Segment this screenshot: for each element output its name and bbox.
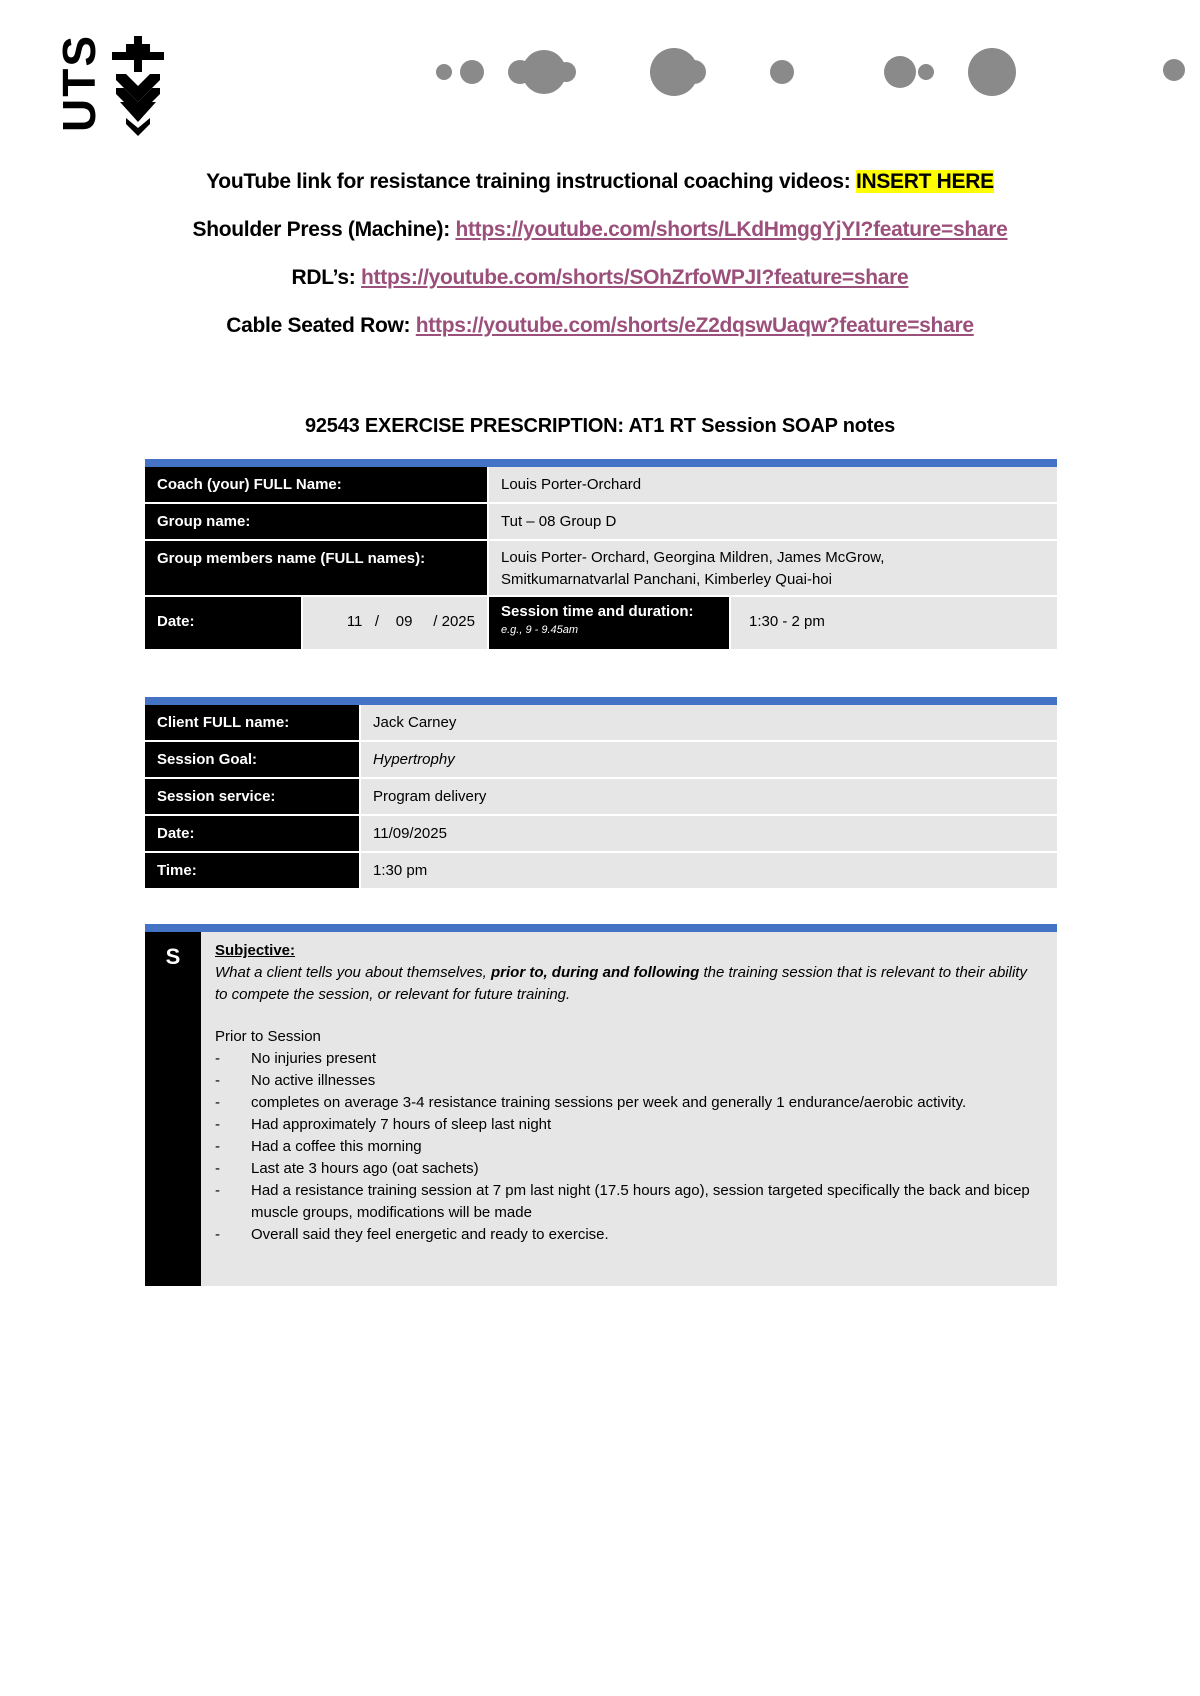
session-label-cell [487,597,729,649]
link-label: RDL’s: [291,266,356,289]
table-row [145,853,1057,888]
video-links-section [0,170,1200,362]
session-hint: e.g., 9 - 9.45am [501,624,579,636]
session-label: Session time and duration: [501,603,694,620]
link-label: Shoulder Press (Machine): [192,218,450,241]
group-label: Group name: [145,504,487,539]
intro-label: YouTube link for resistance training instructional coaching videos: [206,170,851,193]
decorative-dots [430,46,1190,102]
insert-here-highlight: INSERT HERE [855,170,994,193]
subjective-content[interactable] [201,932,1057,1286]
soap-body [145,932,1057,1286]
coach-value[interactable]: Louis Porter-Orchard [487,467,1057,502]
client-info-table [145,697,1057,888]
soap-letter: S [145,932,201,1286]
table-row [145,504,1057,541]
client-time-value[interactable]: 1:30 pm [359,853,1057,888]
table-row [145,541,1057,597]
session-value[interactable]: 1:30 - 2 pm [729,597,1057,649]
members-value[interactable] [487,541,1057,595]
members-label: Group members name (FULL names): [145,541,487,595]
intro-line [0,170,1200,194]
table-row [145,467,1057,504]
list-item: - Overall said they feel energetic and ready to exercise. [215,1224,1043,1246]
link-label: Cable Seated Row: [226,314,411,337]
list-item: - Had a resistance training session at 7 pm last night (17.5 hours ago), session targeted specifically the back and bicep muscle groups, modifications will be made [215,1180,1043,1224]
date-month: 09 [395,613,413,630]
list-item: - completes on average 3-4 resistance training sessions per week and generally 1 endurance/aerobic activity. [215,1092,1043,1114]
client-name-value[interactable]: Jack Carney [359,705,1057,740]
client-date-label: Date: [145,816,359,851]
description-text: the training session that is relevant to their ability to compete the session, or relevant for future training. [215,964,1027,1003]
table-row [145,597,1057,649]
session-goal-value[interactable]: Hypertrophy [359,742,1057,777]
date-year: / 2025 [433,613,475,630]
coach-label: Coach (your) FULL Name: [145,467,487,502]
description-bold: prior to, during and following [490,964,700,981]
link-line-rdl [0,266,1200,290]
date-sep: / [374,613,380,630]
shoulder-press-link[interactable]: https://youtube.com/shorts/LKdHmggYjYI?feature=share [455,218,1008,241]
session-goal-label: Session Goal: [145,742,359,777]
group-value[interactable]: Tut – 08 Group D [487,504,1057,539]
prior-to-session-heading: Prior to Session [215,1028,321,1045]
client-name-label: Client FULL name: [145,705,359,740]
description-text: What a client tells you about themselves, [215,964,491,981]
table-top-bar [145,924,1057,932]
subjective-heading: Subjective: [215,942,296,959]
soap-subjective-section [145,924,1057,1286]
date-day: 11 [346,613,363,630]
members-line: Smitkumarnatvarlal Panchani, Kimberley Quai-hoi [501,571,832,588]
date-value[interactable] [301,597,487,649]
link-line-shoulder-press [0,218,1200,242]
page-header [0,0,1200,140]
list-item: - No active illnesses [215,1070,1043,1092]
client-time-label: Time: [145,853,359,888]
rdl-link[interactable]: https://youtube.com/shorts/SOhZrfoWPJI?feature=share [361,266,909,289]
list-item: - No injuries present [215,1048,1043,1070]
subjective-bullet-list [215,1048,1043,1246]
date-label: Date: [145,597,301,649]
table-row [145,816,1057,853]
list-item: - Had a coffee this morning [215,1136,1043,1158]
table-top-bar [145,459,1057,467]
members-line: Louis Porter- Orchard, Georgina Mildren, James McGrow, [501,549,885,566]
session-service-value[interactable]: Program delivery [359,779,1057,814]
list-item: - Last ate 3 hours ago (oat sachets) [215,1158,1043,1180]
session-service-label: Session service: [145,779,359,814]
uts-logo-mark-icon [112,36,164,136]
client-date-value[interactable]: 11/09/2025 [359,816,1057,851]
document-title: 92543 EXERCISE PRESCRIPTION: AT1 RT Session SOAP notes [304,415,896,437]
table-row [145,705,1057,742]
subjective-description [215,962,1043,1006]
link-line-cable-row [0,314,1200,338]
table-row [145,779,1057,816]
coach-info-table [145,459,1057,649]
cable-row-link[interactable]: https://youtube.com/shorts/eZ2dqswUaqw?feature=share [415,314,974,337]
table-top-bar [145,697,1057,705]
table-row [145,742,1057,779]
uts-logo-text: UTS [53,34,105,132]
list-item: - Had approximately 7 hours of sleep last night [215,1114,1043,1136]
